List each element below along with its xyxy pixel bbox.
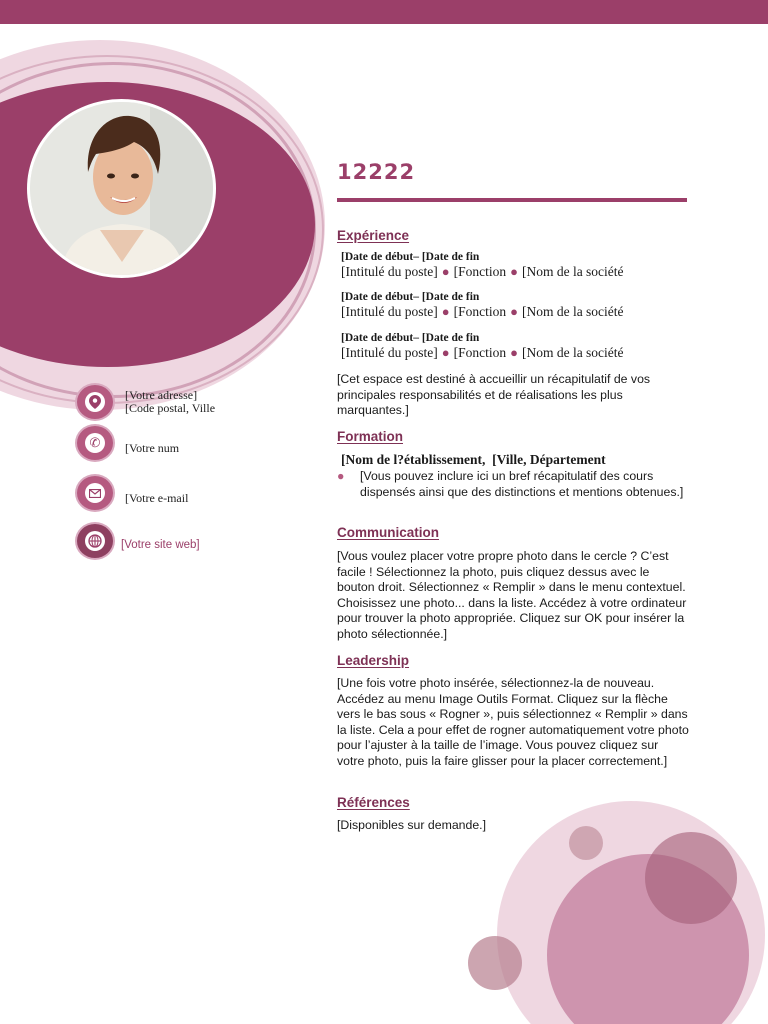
communication-text: [Vous voulez placer votre propre photo dans le cercle ? C’est facile ! Sélectionnez la photo, puis cliquez dessus avec le bouton droit. Sélectionnez « Remplir » dans le menu contextuel. Choisissez une photo... dans la liste. Accédez à votre ordinateur pour trouver la photo appropriée. Cliquez sur OK pour insérer la photo sélectionnée.] — [337, 549, 687, 641]
top-accent-bar — [0, 0, 768, 24]
globe-icon — [75, 522, 115, 560]
bullet-separator: ● — [510, 304, 518, 319]
education-heading: Formation — [337, 429, 403, 444]
job-line — [341, 345, 637, 361]
bullet-separator: ● — [441, 304, 450, 319]
job-function: [Fonction — [453, 304, 507, 319]
envelope-icon — [75, 474, 115, 512]
phone-icon: ✆ — [75, 424, 115, 462]
leadership-text: [Une fois votre photo insérée, sélectionnez-la de nouveau. Accédez au menu Image Outils Format. Cliquez sur la flèche vers le bas sous « Rogner », puis sélectionnez « Remplir » dans la liste. Cela a pour effet de rogner automatiquement votre photo pour l’ajuster à la taille de l’image. Vous pouvez cliquez sur votre photo, puis la faire glisser pour la placer correctement.] — [337, 676, 689, 768]
location-pin-icon — [75, 383, 115, 421]
job-company: [Nom de la société — [521, 264, 624, 279]
job-title: [Intitulé du poste] — [341, 264, 438, 279]
job-line — [341, 304, 637, 320]
experience-heading: Expérience — [337, 228, 410, 243]
decorative-circle — [645, 832, 737, 924]
communication-heading: Communication — [337, 525, 440, 540]
address-line-1: [Votre adresse] — [125, 389, 198, 402]
references-text: [Disponibles sur demande.] — [337, 818, 487, 832]
title-divider — [337, 198, 687, 202]
job-function: [Fonction — [453, 264, 507, 279]
job-dates: [Date de début– [Date de fin — [341, 291, 480, 303]
job-company: [Nom de la société — [521, 304, 624, 319]
school-line: [Nom de l?établissement, [Ville, Département — [341, 452, 606, 467]
references-heading: Références — [337, 795, 410, 810]
page-title: 12222 — [337, 160, 416, 184]
profile-photo[interactable] — [27, 99, 216, 278]
decorative-circle — [497, 801, 765, 1024]
address-text — [125, 389, 221, 415]
bullet-separator: ● — [441, 345, 450, 360]
job-company: [Nom de la société — [521, 345, 624, 360]
bullet-dot: ● — [337, 469, 345, 483]
list-item — [337, 469, 687, 500]
school-location: [Ville, Département — [492, 452, 606, 467]
education-bullet-text: [Vous pouvez inclure ici un bref récapitulatif des cours dispensés ainsi que des distinctions et mentions obtenues.] — [360, 469, 684, 499]
leadership-heading: Leadership — [337, 653, 410, 668]
bullet-separator: ● — [441, 264, 450, 279]
website-link[interactable]: [Votre site web] — [121, 539, 200, 551]
job-title: [Intitulé du poste] — [341, 304, 438, 319]
decorative-circle — [547, 854, 749, 1024]
bullet-separator: ● — [510, 345, 518, 360]
job-dates: [Date de début– [Date de fin — [341, 332, 480, 344]
email-text: [Votre e-mail — [125, 492, 189, 505]
experience-summary: [Cet espace est destiné à accueillir un récapitulatif de vos principales responsabilités et de réalisations les plus marquantes.] — [337, 372, 651, 418]
address-line-2: [Code postal, Ville — [125, 401, 216, 415]
bullet-separator: ● — [510, 264, 518, 279]
job-function: [Fonction — [453, 345, 507, 360]
portrait-illustration — [30, 102, 213, 275]
school-name: [Nom de l?établissement — [341, 452, 482, 467]
job-line — [341, 264, 637, 280]
job-dates: [Date de début– [Date de fin — [341, 251, 480, 263]
phone-text: [Votre num — [125, 442, 180, 455]
decorative-circle — [468, 936, 522, 990]
job-title: [Intitulé du poste] — [341, 345, 438, 360]
